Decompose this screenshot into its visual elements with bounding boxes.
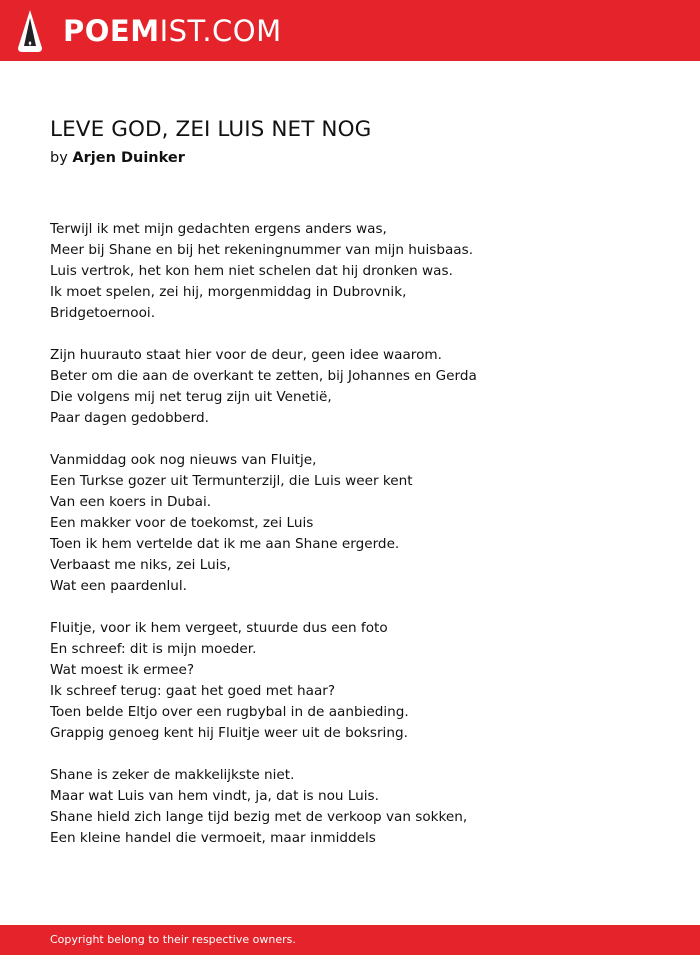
- poem-line: Shane is zeker de makkelijkste niet.: [50, 767, 295, 783]
- poem-line: Wat moest ik ermee?: [50, 662, 195, 678]
- byline-prefix: by: [50, 150, 68, 166]
- stanza: [50, 219, 650, 324]
- poem-line: Beter om die aan de overkant te zetten, bij Johannes en Gerda: [50, 368, 477, 384]
- copyright-notice: Copyright belong to their respective owners.: [50, 933, 296, 946]
- stanza: [50, 765, 650, 849]
- logo-wordmark-bold: POEM: [63, 13, 160, 48]
- poem-line: En schreef: dit is mijn moeder.: [50, 641, 257, 657]
- poem-line: Ik schreef terug: gaat het goed met haar?: [50, 683, 336, 699]
- poem-line: Vanmiddag ook nog nieuws van Fluitje,: [50, 452, 317, 468]
- poem-line: Een kleine handel die vermoeit, maar inmiddels: [50, 830, 376, 846]
- poem-body: [50, 219, 650, 870]
- poem-line: Van een koers in Dubai.: [50, 494, 212, 510]
- byline: [50, 150, 185, 166]
- poem-line: Wat een paardenlul.: [50, 578, 187, 594]
- poem-line: Verbaast me niks, zei Luis,: [50, 557, 231, 573]
- poem-line: Bridgetoernooi.: [50, 305, 156, 321]
- site-footer: [0, 925, 700, 955]
- logo-wordmark: [63, 13, 282, 48]
- poem-line: Toen ik hem vertelde dat ik me aan Shane ergerde.: [50, 536, 400, 552]
- poem-title: LEVE GOD, ZEI LUIS NET NOG: [50, 117, 372, 142]
- poem-line: Toen belde Eltjo over een rugbybal in de aanbieding.: [50, 704, 409, 720]
- poem-line: Die volgens mij net terug zijn uit Venetië,: [50, 389, 332, 405]
- poem-line: Een Turkse gozer uit Termunterzijl, die Luis weer kent: [50, 473, 413, 489]
- poem-line: Paar dagen gedobberd.: [50, 410, 209, 426]
- poem-line: Zijn huurauto staat hier voor de deur, geen idee waarom.: [50, 347, 442, 363]
- author-name: Arjen Duinker: [72, 150, 185, 166]
- poem-line: Luis vertrok, het kon hem niet schelen dat hij dronken was.: [50, 263, 453, 279]
- site-logo[interactable]: [18, 9, 282, 53]
- poem-line: Terwijl ik met mijn gedachten ergens anders was,: [50, 221, 387, 237]
- poem-line: Grappig genoeg kent hij Fluitje weer uit de boksring.: [50, 725, 408, 741]
- stanza: [50, 345, 650, 429]
- pencil-icon: [18, 10, 42, 52]
- logo-wordmark-light: IST.COM: [159, 13, 282, 48]
- stanza: [50, 618, 650, 744]
- stanza: [50, 450, 650, 597]
- poem-line: Maar wat Luis van hem vindt, ja, dat is nou Luis.: [50, 788, 379, 804]
- poem-line: Shane hield zich lange tijd bezig met de verkoop van sokken,: [50, 809, 468, 825]
- poem-line: Ik moet spelen, zei hij, morgenmiddag in Dubrovnik,: [50, 284, 407, 300]
- poem-line: Fluitje, voor ik hem vergeet, stuurde dus een foto: [50, 620, 388, 636]
- poem-line: Een makker voor de toekomst, zei Luis: [50, 515, 314, 531]
- poem-line: Meer bij Shane en bij het rekeningnummer van mijn huisbaas.: [50, 242, 474, 258]
- site-header: [0, 0, 700, 61]
